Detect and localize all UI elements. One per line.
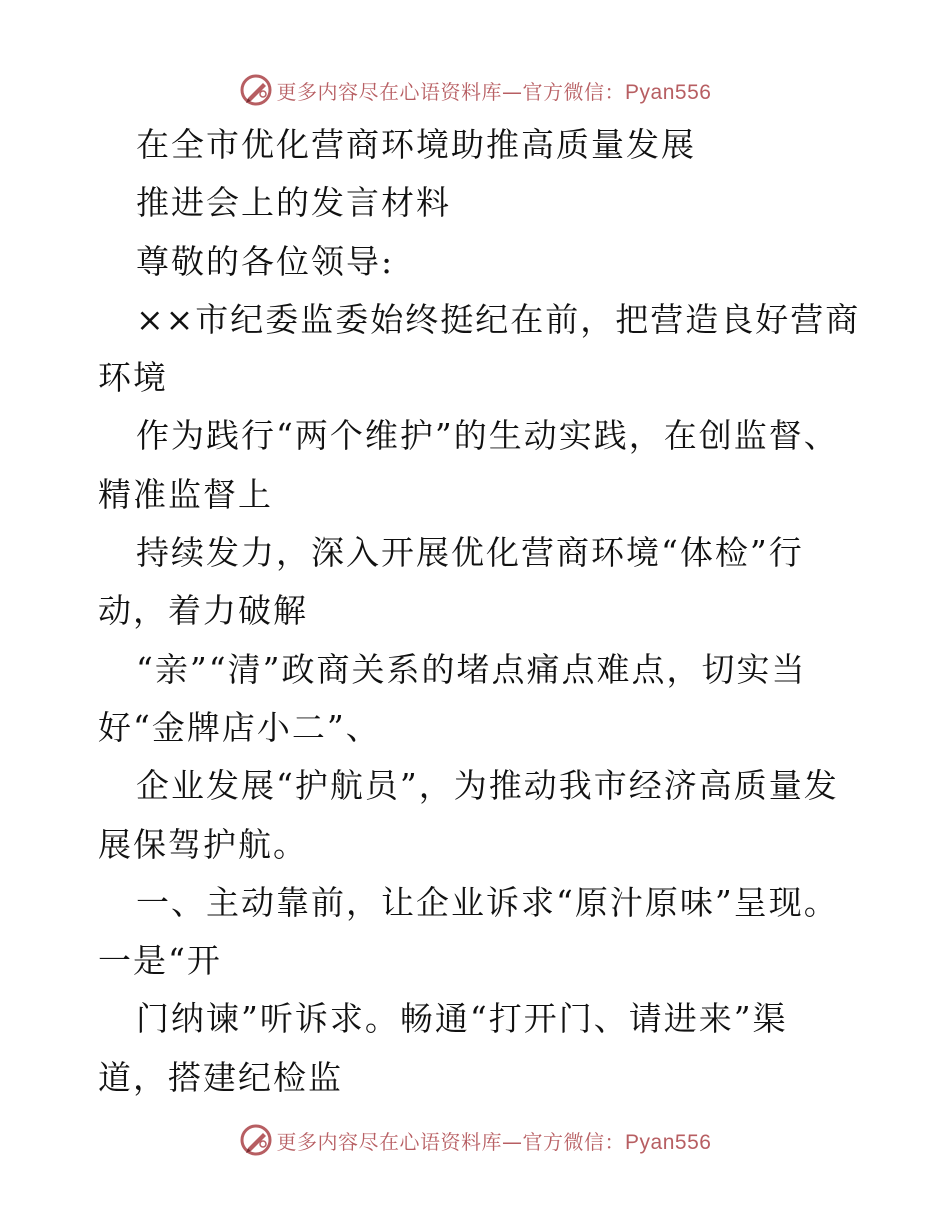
wechat-id: Pyan556 [625,80,712,104]
text-line: 动，着力破解 [98,591,308,631]
footer-watermark-banner [0,1120,950,1160]
title-line-1: 在全市优化营商环境助推高质量发展 [136,125,696,164]
document-body [98,116,888,1107]
text-line: 持续发力，深入开展优化营商环境“体检”行 [136,533,804,573]
pen-logo-icon [239,1123,273,1157]
text-line: 一是“开 [98,941,222,981]
salutation: 尊敬的各位领导: [136,241,395,281]
wechat-id: Pyan556 [625,1130,712,1154]
text-line: 道，搭建纪检监 [98,1057,343,1097]
text-line: ××市纪委监委始终挺纪在前，把营造良好营商 [136,299,861,339]
text-line: 作为践行“两个维护”的生动实践，在创监督、 [136,416,839,456]
text-line: 好“金牌店小二”、 [98,707,381,747]
banner-text: 更多内容尽在心语资料库—官方微信：Pyan556 [276,79,712,104]
section-heading-1: 一、主动靠前，让企业诉求“原汁原味”呈现。 [136,882,839,922]
text-line: 环境 [98,358,168,398]
title-line-2: 推进会上的发言材料 [136,183,451,223]
text-line: 精准监督上 [98,474,273,514]
text-line: 展保驾护航。 [98,824,308,864]
text-line: 企业发展“护航员”，为推动我市经济高质量发 [136,766,839,806]
pen-logo-icon [239,73,273,107]
text-line: “亲”“清”政商关系的堵点痛点难点，切实当 [136,649,807,689]
text-line: 门纳谏”听诉求。畅通“打开门、请进来”渠 [136,999,788,1039]
banner-text: 更多内容尽在心语资料库—官方微信：Pyan556 [276,1129,712,1154]
header-watermark-banner [0,70,950,110]
